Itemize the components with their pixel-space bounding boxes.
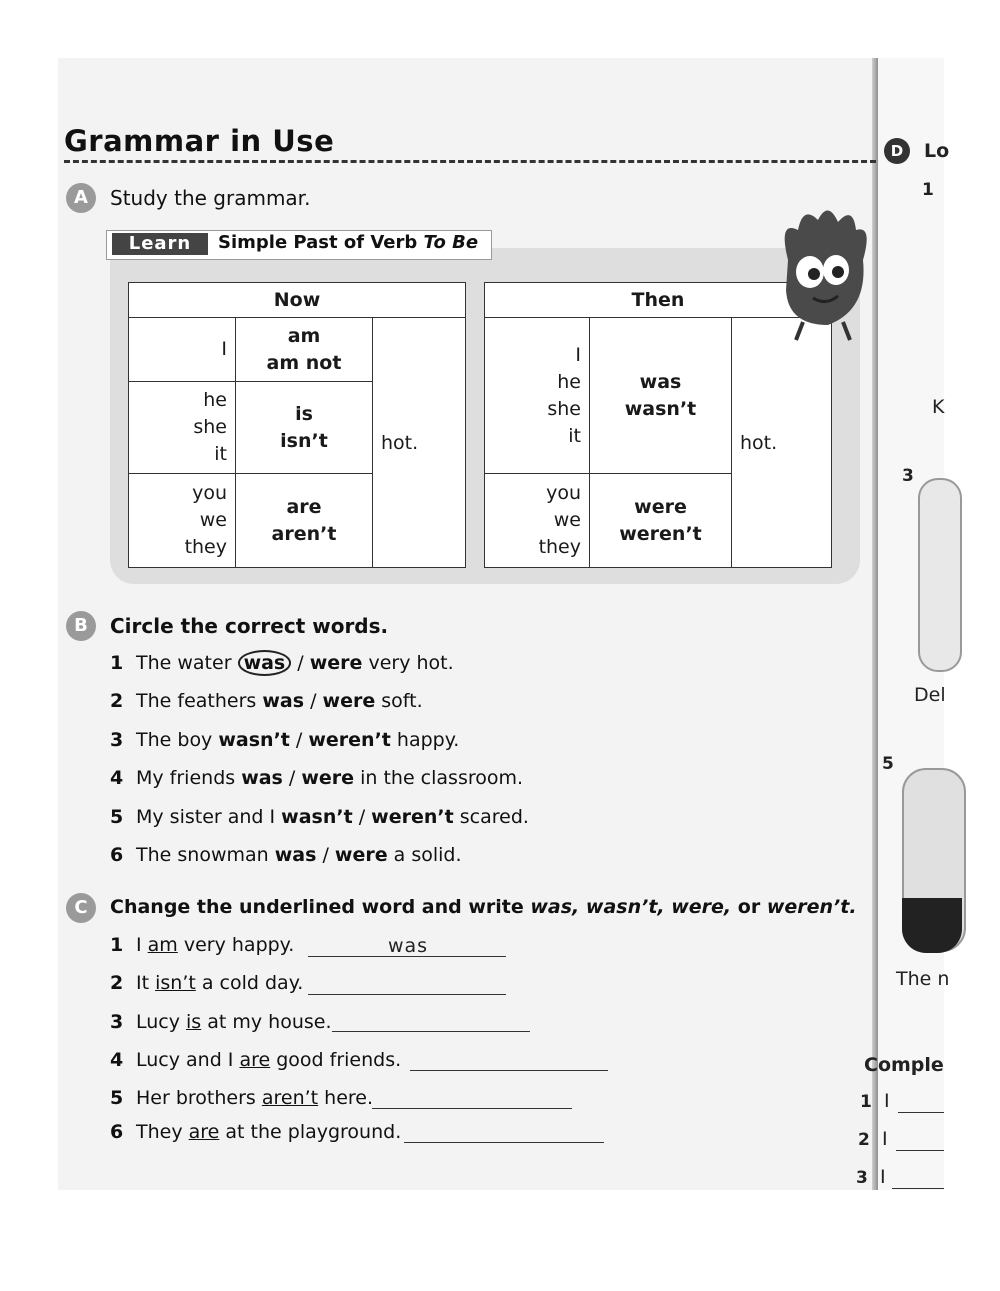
c-answer-line-3[interactable] bbox=[332, 1031, 530, 1032]
item-number: 3 bbox=[110, 1011, 124, 1033]
item-number: 4 bbox=[110, 767, 124, 789]
b-item-3 bbox=[110, 729, 459, 751]
right-num-5: 5 bbox=[882, 754, 894, 774]
learn-title-italic: To Be bbox=[423, 232, 479, 253]
c-item-3 bbox=[110, 1011, 332, 1033]
option-a[interactable]: was bbox=[241, 767, 283, 789]
pronoun: I bbox=[575, 343, 581, 366]
underlined-word: am bbox=[147, 934, 178, 956]
right-line-2-text: I bbox=[882, 1128, 888, 1150]
section-c-instruction bbox=[110, 896, 857, 918]
item-number: 1 bbox=[110, 652, 124, 674]
verb-form: was bbox=[639, 370, 682, 393]
b-item-5 bbox=[110, 806, 529, 828]
underlined-word: isn’t bbox=[155, 972, 196, 994]
item-text: I bbox=[136, 934, 148, 956]
item-number: 5 bbox=[110, 1087, 124, 1109]
item-text: in the classroom. bbox=[354, 767, 524, 789]
underlined-word: are bbox=[239, 1049, 271, 1071]
item-text: a cold day. bbox=[195, 972, 304, 994]
right-heading-fragment: Lo bbox=[924, 140, 950, 162]
learn-title-plain: Simple Past of Verb bbox=[218, 232, 424, 253]
separator: / bbox=[291, 652, 310, 674]
item-text: My sister and I bbox=[136, 806, 282, 828]
pronoun: you bbox=[192, 482, 227, 504]
right-num-3: 3 bbox=[902, 466, 914, 486]
option-b[interactable]: were bbox=[301, 767, 355, 789]
c-item-1 bbox=[110, 934, 294, 956]
right-line-1-num: 1 bbox=[860, 1092, 872, 1112]
item-number: 3 bbox=[110, 729, 124, 751]
pronoun: she bbox=[547, 397, 581, 420]
right-line-1 bbox=[898, 1112, 944, 1113]
section-c-badge: C bbox=[66, 893, 96, 923]
item-text: scared. bbox=[453, 806, 529, 828]
verb-form: wasn’t bbox=[624, 397, 697, 420]
item-text: very hot. bbox=[362, 652, 454, 674]
c-item-2 bbox=[110, 972, 303, 994]
now-row-1-pronouns bbox=[129, 318, 236, 382]
instruction-or: or bbox=[737, 896, 767, 918]
c-answer-line-5[interactable] bbox=[372, 1108, 572, 1109]
adjective: hot. bbox=[381, 431, 419, 454]
underlined-word: is bbox=[186, 1011, 202, 1033]
pronoun: he bbox=[203, 389, 227, 411]
item-text: It bbox=[136, 972, 156, 994]
pronoun: he bbox=[557, 370, 581, 393]
right-del: Del bbox=[914, 684, 946, 706]
separator: / bbox=[282, 767, 302, 789]
right-page-fragment bbox=[856, 58, 950, 1190]
adjective: hot. bbox=[740, 431, 778, 454]
item-number: 6 bbox=[110, 1121, 124, 1143]
section-d-badge: D bbox=[884, 138, 910, 164]
page-title: Grammar in Use bbox=[64, 124, 335, 158]
option-a[interactable]: wasn’t bbox=[218, 729, 290, 751]
option-b[interactable]: weren’t bbox=[308, 729, 391, 751]
option-a[interactable]: wasn’t bbox=[281, 806, 353, 828]
item-text: here. bbox=[318, 1087, 374, 1109]
pronoun: we bbox=[199, 509, 227, 531]
item-number: 2 bbox=[110, 690, 124, 712]
option-a[interactable]: was bbox=[238, 650, 292, 676]
item-text: good friends. bbox=[270, 1049, 402, 1071]
c-answer-line-2[interactable] bbox=[308, 994, 506, 995]
item-text: The boy bbox=[136, 729, 219, 751]
item-number: 4 bbox=[110, 1049, 124, 1071]
then-row-2-pronouns bbox=[485, 474, 590, 568]
mascot-character-icon bbox=[768, 200, 878, 350]
item-text: at my house. bbox=[201, 1011, 332, 1033]
section-a-badge: A bbox=[66, 183, 96, 213]
item-text: My friends bbox=[136, 767, 242, 789]
item-text: very happy. bbox=[177, 934, 295, 956]
item-text: They bbox=[136, 1121, 189, 1143]
verb-form: weren’t bbox=[619, 522, 702, 545]
instruction-text: Change the underlined word and write bbox=[110, 896, 531, 918]
then-row-1-pronouns bbox=[485, 318, 590, 474]
b-item-1 bbox=[110, 652, 454, 674]
instruction-options: was, wasn’t, were, bbox=[530, 896, 738, 918]
item-number: 2 bbox=[110, 972, 124, 994]
then-table-header: Then bbox=[485, 283, 832, 318]
b-item-4 bbox=[110, 767, 523, 789]
option-b[interactable]: were bbox=[334, 844, 388, 866]
now-row-1-forms bbox=[236, 318, 373, 382]
right-num-1: 1 bbox=[922, 180, 934, 200]
item-text: soft. bbox=[375, 690, 423, 712]
pronoun: they bbox=[538, 536, 581, 558]
right-line-2-num: 2 bbox=[858, 1130, 870, 1150]
b-item-6 bbox=[110, 844, 462, 866]
now-row-3-pronouns bbox=[129, 474, 236, 568]
then-adjective bbox=[732, 318, 832, 568]
now-row-2-pronouns bbox=[129, 382, 236, 474]
now-adjective bbox=[373, 318, 466, 568]
verb-form: are bbox=[286, 495, 322, 518]
right-picture-2-dark bbox=[902, 898, 962, 953]
verb-form: isn’t bbox=[280, 429, 328, 452]
pronoun: she bbox=[193, 416, 227, 438]
verb-form: is bbox=[295, 402, 313, 425]
option-a[interactable]: was bbox=[274, 844, 317, 866]
right-comple: Comple bbox=[864, 1054, 944, 1076]
pronoun: it bbox=[214, 443, 227, 465]
verb-form: aren’t bbox=[271, 522, 337, 545]
then-row-2-forms bbox=[590, 474, 732, 568]
right-the-n: The n bbox=[896, 968, 950, 990]
right-line-3 bbox=[892, 1188, 944, 1189]
pronoun: you bbox=[546, 482, 581, 504]
b-item-2 bbox=[110, 690, 423, 712]
item-text: a solid. bbox=[387, 844, 462, 866]
now-row-2-forms bbox=[236, 382, 373, 474]
option-a[interactable]: was bbox=[262, 690, 305, 712]
section-b-instruction: Circle the correct words. bbox=[110, 614, 389, 638]
c-item-5 bbox=[110, 1087, 373, 1109]
pronoun: they bbox=[184, 536, 227, 558]
item-text: Her brothers bbox=[136, 1087, 262, 1109]
separator: / bbox=[304, 690, 323, 712]
option-b[interactable]: were bbox=[322, 690, 376, 712]
item-number: 1 bbox=[110, 934, 124, 956]
now-table bbox=[128, 282, 466, 568]
item-text: The snowman bbox=[136, 844, 275, 866]
section-b-badge: B bbox=[66, 611, 96, 641]
item-text: Lucy and I bbox=[136, 1049, 240, 1071]
right-line-3-text: I bbox=[880, 1166, 886, 1188]
right-line-2 bbox=[896, 1150, 944, 1151]
right-k: K bbox=[932, 396, 945, 418]
c-item-6 bbox=[110, 1121, 401, 1143]
item-text: The feathers bbox=[136, 690, 263, 712]
pronoun: I bbox=[221, 338, 227, 360]
verb-form: am bbox=[287, 324, 321, 347]
underlined-word: are bbox=[188, 1121, 220, 1143]
now-row-3-forms bbox=[236, 474, 373, 568]
learn-title bbox=[218, 232, 478, 253]
now-table-header: Now bbox=[129, 283, 466, 318]
right-picture-1 bbox=[918, 478, 962, 672]
item-number: 6 bbox=[110, 844, 124, 866]
verb-form: were bbox=[634, 495, 687, 518]
c-answer-line-6[interactable] bbox=[404, 1142, 604, 1143]
c-answer-line-4[interactable] bbox=[410, 1070, 608, 1071]
item-text: happy. bbox=[390, 729, 460, 751]
option-b[interactable]: weren’t bbox=[371, 806, 454, 828]
option-b[interactable]: were bbox=[309, 652, 363, 674]
separator: / bbox=[352, 806, 372, 828]
item-text: The water bbox=[136, 652, 238, 674]
right-line-1-text: I bbox=[884, 1090, 890, 1112]
item-text: Lucy bbox=[136, 1011, 187, 1033]
pronoun: we bbox=[553, 509, 581, 531]
item-number: 5 bbox=[110, 806, 124, 828]
c-item-4 bbox=[110, 1049, 401, 1071]
then-row-1-forms bbox=[590, 318, 732, 474]
right-line-3-num: 3 bbox=[856, 1168, 868, 1188]
section-a-instruction: Study the grammar. bbox=[110, 186, 311, 210]
item-text: at the playground. bbox=[219, 1121, 402, 1143]
verb-form: am not bbox=[266, 351, 342, 374]
underlined-word: aren’t bbox=[261, 1087, 319, 1109]
title-rule bbox=[64, 160, 876, 163]
learn-label: Learn bbox=[112, 233, 208, 255]
separator: / bbox=[316, 844, 335, 866]
separator: / bbox=[289, 729, 309, 751]
c-answer-1: was bbox=[388, 935, 429, 957]
instruction-last-option: weren’t. bbox=[766, 896, 857, 918]
pronoun: it bbox=[568, 424, 581, 447]
